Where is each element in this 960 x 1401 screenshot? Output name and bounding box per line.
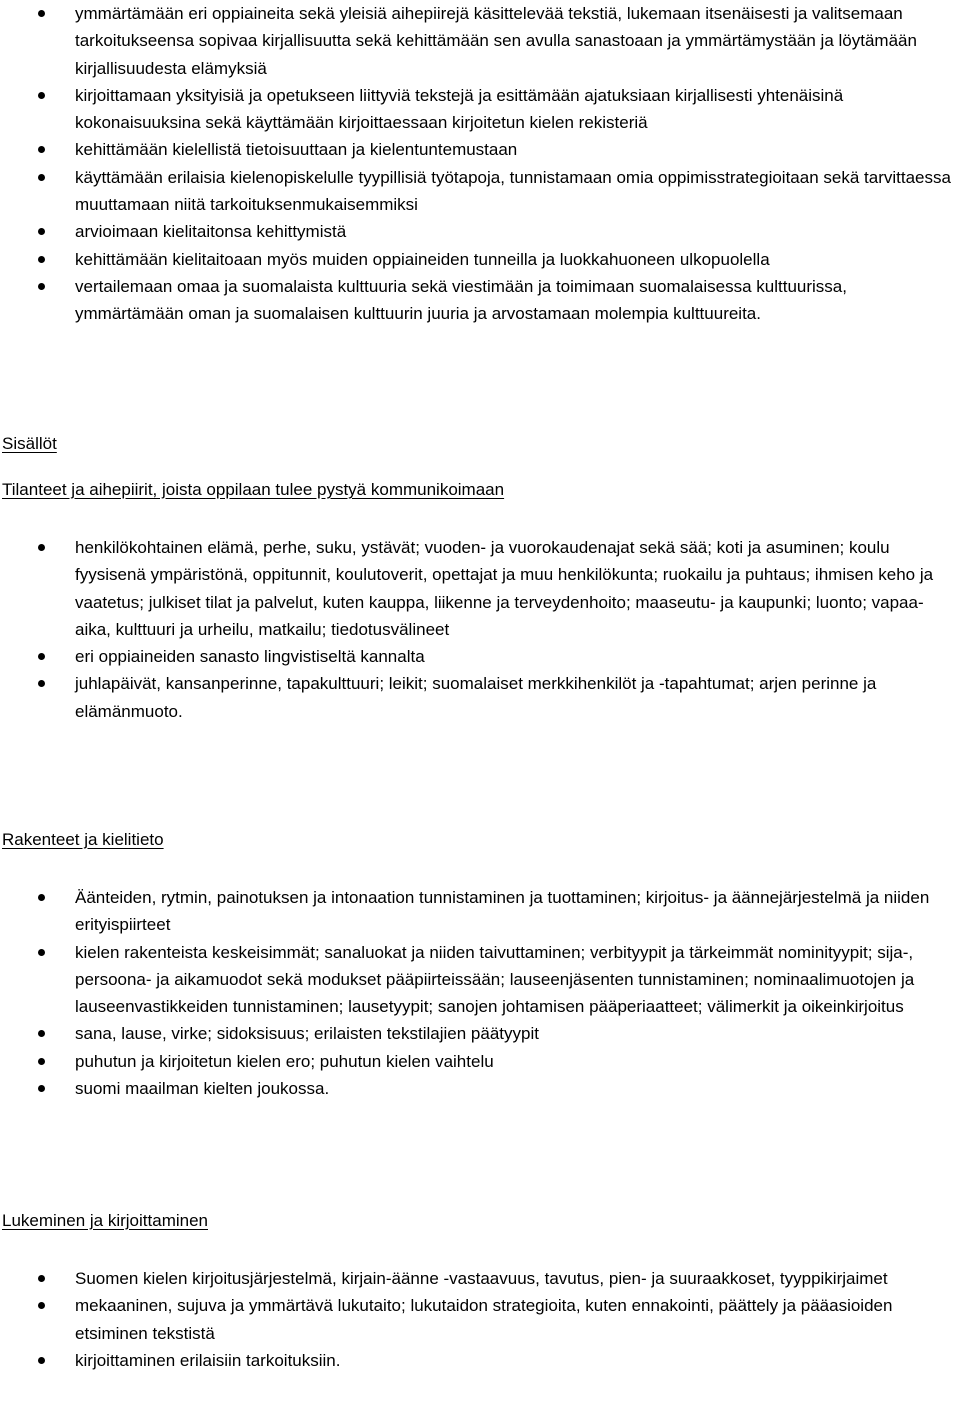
list-item: henkilökohtainen elämä, perhe, suku, ystävät; vuoden- ja vuorokaudenajat sekä sää; koti ja asuminen; koulu fyysisenä ympäristönä, oppitunnit, koulutoverit, opettajat ja muu henkilökunta; ruokailu ja puhtaus; ihmisen keho ja vaatetus; julkiset tilat ja palvelut, kuten kauppa, liikenne ja terveydenhoito; maaseutu- ja kaupunki; luonto; vapaa-aika, kulttuuri ja urheilu, matkailu; tiedotusvälineet — [0, 534, 958, 643]
objectives-list — [0, 0, 958, 328]
list-item: ymmärtämään eri oppiaineita sekä yleisiä aihepiirejä käsittelevää tekstiä, lukemaan itsenäisesti ja valitsemaan tarkoitukseensa sopivaa kirjallisuutta sekä kehittämään sen avulla sanastoaan ja ymmärtämystään ja löytämään kirjallisuudesta elämyksiä — [0, 0, 958, 82]
list-item: puhutun ja kirjoitetun kielen ero; puhutun kielen vaihtelu — [0, 1048, 958, 1075]
list-item: mekaaninen, sujuva ja ymmärtävä lukutaito; lukutaidon strategioita, kuten ennakointi, päättely ja pääasioiden etsiminen tekstistä — [0, 1292, 958, 1347]
subsection-heading-rakenteet: Rakenteet ja kielitieto — [2, 830, 164, 849]
subsection-heading-lukeminen: Lukeminen ja kirjoittaminen — [2, 1211, 208, 1230]
list-item: Suomen kielen kirjoitusjärjestelmä, kirjain-äänne -vastaavuus, tavutus, pien- ja suuraakkoset, tyyppikirjaimet — [0, 1265, 958, 1292]
list-item: kielen rakenteista keskeisimmät; sanaluokat ja niiden taivuttaminen; verbityypit ja tärkeimmät nominityypit; sija-, persoona- ja aikamuodot sekä modukset pääpiirteissään; lauseenjäsenten tunnistaminen; nominaalimuotojen ja lauseenvastikkeiden tunnistaminen; lausetyypit; sanojen johtamisen pääperiaatteet; välimerkit ja oikeinkirjoitus — [0, 939, 958, 1021]
list-item: vertailemaan omaa ja suomalaista kulttuuria sekä viestimään ja toimimaan suomalaisessa kulttuurissa, ymmärtämään oman ja suomalaisen kulttuurin juuria ja arvostamaan molempia kulttuureita. — [0, 273, 958, 328]
subsection-heading-tilanteet: Tilanteet ja aihepiirit, joista oppilaan tulee pystyä kommunikoimaan — [2, 480, 505, 499]
rakenteet-list — [0, 884, 958, 1102]
list-item: kirjoittamaan yksityisiä ja opetukseen liittyviä tekstejä ja esittämään ajatuksiaan kirjallisesti yhtenäisinä kokonaisuuksina sekä käyttämään kirjoittaessaan kirjoitetun kielen rekisteriä — [0, 82, 958, 137]
list-item: juhlapäivät, kansanperinne, tapakulttuuri; leikit; suomalaiset merkkihenkilöt ja -tapahtumat; arjen perinne ja elämänmuoto. — [0, 670, 958, 725]
tilanteet-list — [0, 534, 958, 725]
list-item: arvioimaan kielitaitonsa kehittymistä — [0, 218, 958, 245]
list-item: eri oppiaineiden sanasto lingvistiseltä kannalta — [0, 643, 958, 670]
list-item: sana, lause, virke; sidoksisuus; erilaisten tekstilajien päätyypit — [0, 1020, 958, 1047]
list-item: kehittämään kielellistä tietoisuuttaan ja kielentuntemustaan — [0, 136, 958, 163]
lukeminen-list — [0, 1265, 958, 1374]
list-item: kehittämään kielitaitoaan myös muiden oppiaineiden tunneilla ja luokkahuoneen ulkopuolella — [0, 246, 958, 273]
list-item: kirjoittaminen erilaisiin tarkoituksiin. — [0, 1347, 958, 1374]
list-item: käyttämään erilaisia kielenopiskelulle tyypillisiä työtapoja, tunnistamaan omia oppimisstrategioitaan sekä tarvittaessa muuttamaan niitä tarkoituksenmukaisemmiksi — [0, 164, 958, 219]
list-item: suomi maailman kielten joukossa. — [0, 1075, 958, 1102]
section-heading-sisallot: Sisällöt — [2, 434, 57, 453]
list-item: Äänteiden, rytmin, painotuksen ja intonaation tunnistaminen ja tuottaminen; kirjoitus- ja äännejärjestelmä ja niiden erityispiirteet — [0, 884, 958, 939]
